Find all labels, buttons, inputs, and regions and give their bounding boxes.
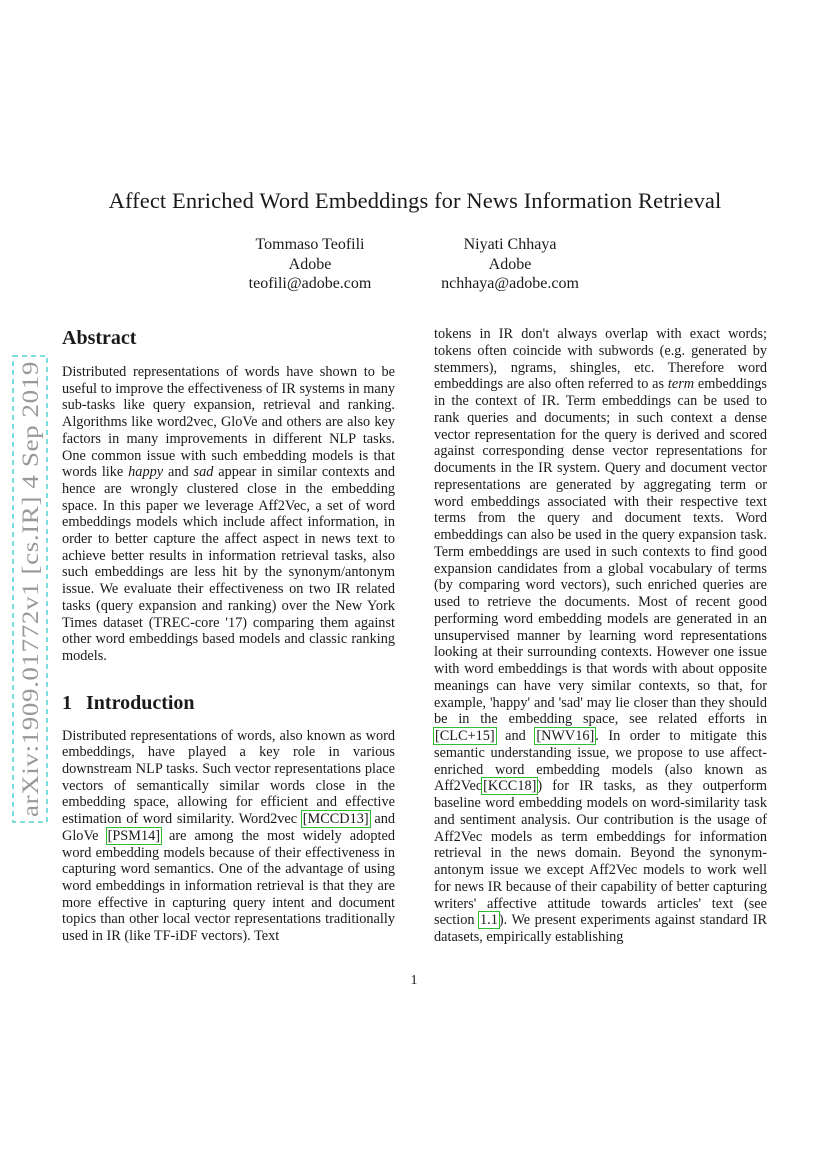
right-column (434, 326, 767, 946)
author-name: Niyati Chhaya (463, 236, 557, 253)
arxiv-identifier[interactable]: arXiv:1909.01772v1 [cs.IR] 4 Sep 2019 (18, 429, 43, 817)
paper-title: Affect Enriched Word Embeddings for News Information Retrieval (108, 188, 722, 213)
author-affiliation: Adobe (488, 255, 532, 273)
intro-paragraph-continued: tokens in IR don't always overlap with exact words; tokens often coincide with subwords (e.g. generated by stemmers), ngrams, shingles, etc. Therefore word embeddings are also often referred to as term embeddings in the context of IR. Term embeddings can be used to rank queries and documents; in such context a dense vector representation for the query is derived and scored against corresponding dense vector representations for documents in the IR system. Query and document vector representations are generated by aggregating term or word embeddings associated with their respective text terms from the query and document texts. Word embeddings can also be used in the query expansion task. Term embeddings are used in such contexts to find good expansion candidates from a global vocabulary of terms (by comparing word vectors), such enriched queries are used to retrieve the documents. Most of recent good performing word embedding models are generated in an unsupervised manner by learning word representations looking at their surrounding contexts. However one issue with word embeddings is that words with about opposite meanings can have very similar contexts, so that, for example, 'happy' and 'sad' may lie closer than they should be in the embedding space, see related efforts in [CLC+15] and [NWV16]. In order to mitigate this semantic understanding issue, we propose to use affect-enriched word embedding models (also known as Aff2Vec[KCC18]) for IR tasks, as they outperform baseline word embedding models on word-similarity task and sentiment analysis. Our contribution is the usage of Aff2Vec models as term embeddings for information retrieval in the news domain. Beyond the synonym-antonym issue we except Aff2Vec models to work well for news IR because of their capability of better capturing writers' affective attitude towards articles' text (see section 1.1). We present experiments against standard IR datasets, empirically establishing (434, 326, 767, 945)
abstract-heading: Abstract (62, 327, 137, 349)
author-affiliation: Adobe (288, 255, 332, 273)
intro-paragraph: Distributed representations of words, also known as word embeddings, have played a key role in various downstream NLP tasks. Such vector representations place vectors of semantically similar words close in the embedding space, allowing for efficient and effective estimation of word similarity. Word2vec [MCCD13] and GloVe [PSM14] are among the most widely adopted word embedding models because of their effectiveness in capturing word semantics. One of the advantage of using word embeddings in information retrieval is that they are more effective in capturing query intent and document topics than other local vector representations traditionally used in IR (like TF-iDF vectors). Text (62, 727, 396, 945)
author-name: Tommaso Teofili (255, 236, 365, 253)
citation-link[interactable]: [NWV16] (536, 728, 595, 744)
arxiv-side-stamp (12, 355, 48, 823)
citation-link[interactable]: [PSM14] (107, 827, 161, 844)
citation-link[interactable]: [MCCD13] (302, 811, 369, 828)
author-2 (430, 235, 590, 294)
left-column (62, 326, 395, 945)
author-email: teofili@adobe.com (248, 275, 372, 292)
citation-link[interactable]: [KCC18] (483, 778, 537, 795)
author-1 (230, 235, 390, 294)
page-number: 1 (410, 973, 418, 988)
section-reference-link[interactable]: 1.1 (480, 912, 498, 929)
citation-link[interactable]: [CLC+15] (435, 728, 495, 744)
abstract-text: Distributed representations of words have shown to be useful to improve the effectiveness of IR systems in many sub-tasks like query expansion, retrieval and ranking. Algorithms like word2vec, GloVe and others are also key factors in many improvements in different NLP tasks. One common issue with such embedding models is that words like happy and sad appear in similar contexts and hence are wrongly clustered close in the embedding space. In this paper we leverage Aff2Vec, a set of word embeddings models which include affect information, in order to better capture the affect aspect in news text to achieve better results in information retrieval tasks, also such embeddings are less hit by the synonym/antonym issue. We evaluate their effectiveness on two IR related tasks (query expansion and ranking) over the New York Times dataset (TREC-core '17) comparing them against other word embeddings based models and classic ranking models. (62, 364, 395, 664)
author-email: nchhaya@adobe.com (441, 275, 579, 292)
section-heading-introduction: 1 Introduction (62, 691, 195, 714)
